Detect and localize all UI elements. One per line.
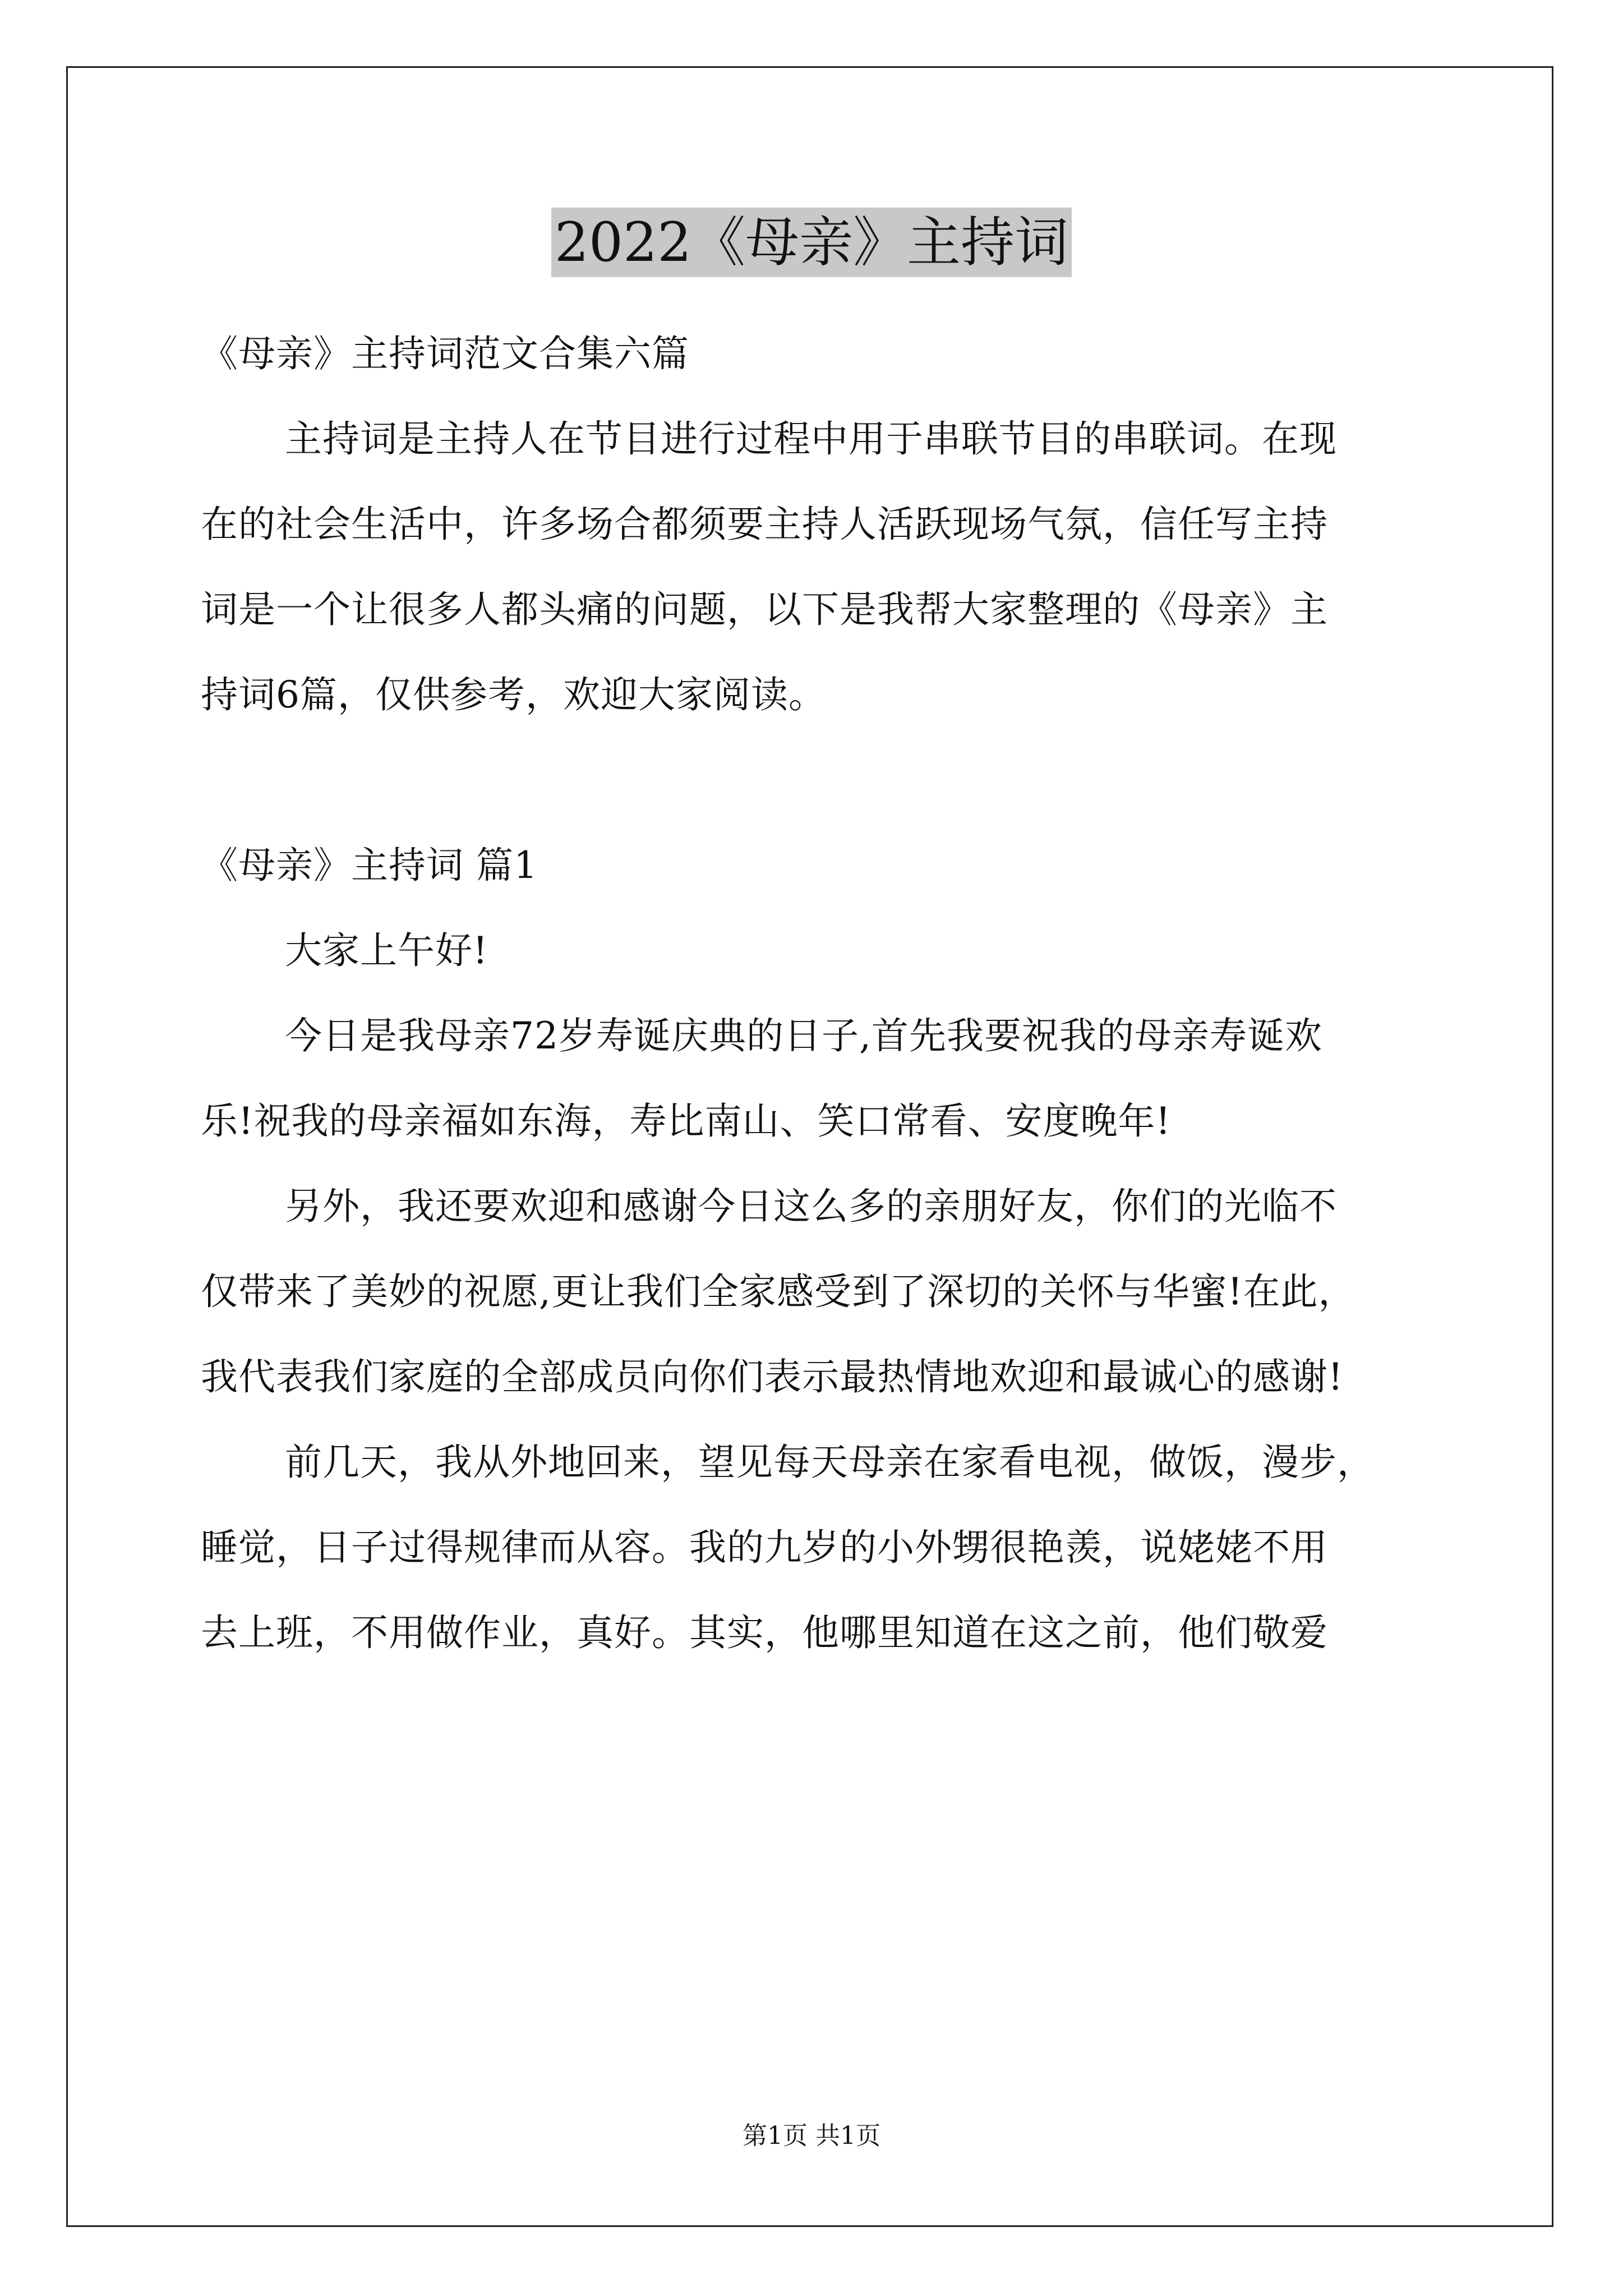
paragraph-line: 前几天，我从外地回来，望见每天母亲在家看电视，做饭，漫步， [285, 1441, 1375, 1484]
document-subtitle: 《母亲》主持词范文合集六篇 [201, 332, 689, 375]
spacer [201, 738, 1435, 823]
section-heading: 《母亲》主持词 篇1 [201, 844, 538, 887]
document-title: 2022《母亲》主持词 [551, 208, 1072, 277]
intro-line: 持词6篇，仅供参考，欢迎大家阅读。 [201, 673, 826, 716]
paragraph-line: 乐!祝我的母亲福如东海，寿比南山、笑口常看、安度晚年! [201, 1099, 1172, 1143]
paragraph-line: 我代表我们家庭的全部成员向你们表示最热情地欢迎和最诚心的感谢! [201, 1355, 1344, 1398]
intro-line: 词是一个让很多人都头痛的问题，以下是我帮大家整理的《母亲》主 [201, 588, 1328, 631]
paragraph-line: 今日是我母亲72岁寿诞庆典的日子,首先我要祝我的母亲寿诞欢 [285, 1014, 1322, 1057]
paragraph-line: 仅带来了美妙的祝愿,更让我们全家感受到了深切的关怀与华蜜!在此， [201, 1270, 1356, 1313]
paragraph-line: 去上班，不用做作业，真好。其实，他哪里知道在这之前，他们敬爱 [201, 1611, 1328, 1654]
greeting: 大家上午好! [285, 929, 488, 972]
paragraph-line: 睡觉，日子过得规律而从容。我的九岁的小外甥很艳羡，说姥姥不用 [201, 1526, 1328, 1569]
paragraph-line: 另外，我还要欢迎和感谢今日这么多的亲朋好友，你们的光临不 [285, 1185, 1337, 1228]
intro-line: 在的社会生活中，许多场合都须要主持人活跃现场气氛，信任写主持 [201, 503, 1328, 546]
title-container [0, 208, 1623, 277]
intro-line: 主持词是主持人在节目进行过程中用于串联节目的串联词。在现 [285, 417, 1337, 461]
document-body [201, 311, 1435, 1676]
page-footer: 第1页 共1页 [743, 2122, 880, 2150]
